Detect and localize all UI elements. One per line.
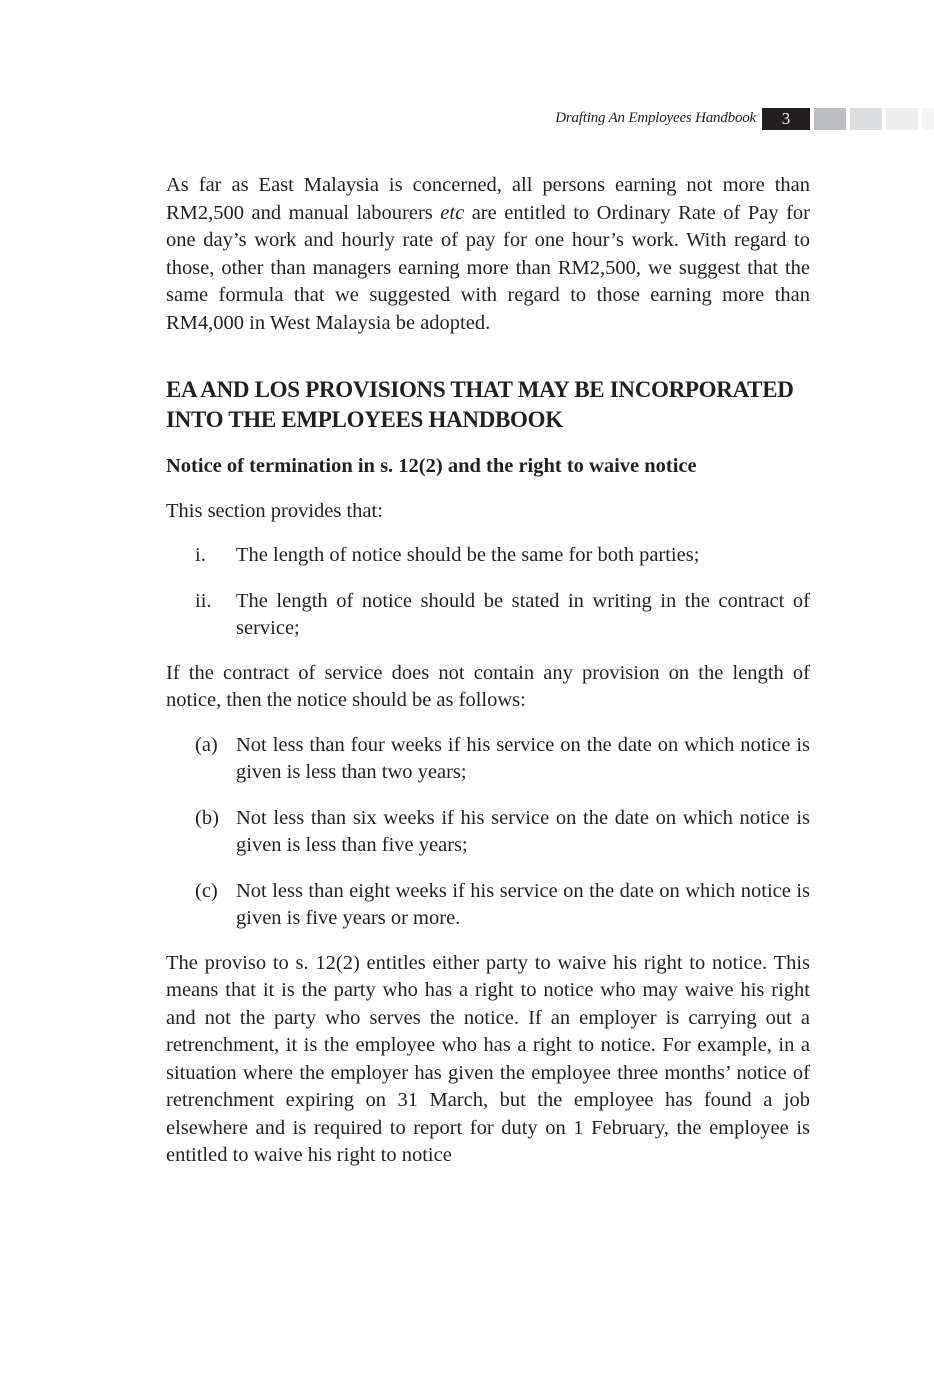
list-marker: (b): [195, 806, 219, 829]
paragraph-no-provision: If the contract of service does not contain any provision on the length of notice, then the notice should be as follows:: [166, 661, 810, 711]
list-marker: ii.: [195, 589, 212, 612]
subsection-heading: Notice of termination in s. 12(2) and the right to waive notice: [166, 455, 697, 477]
paragraph-text: As far as East Malaysia is concerned, all persons earning not more than RM2,500 and manual labourers: [166, 174, 810, 224]
list-item: [166, 805, 810, 860]
roman-list: [166, 542, 810, 643]
list-marker: (c): [195, 879, 218, 902]
list-item-text: Not less than eight weeks if his service on the date on which notice is given is five years or more.: [236, 879, 810, 929]
list-item-text: The length of notice should be stated in writing in the contract of service;: [236, 589, 810, 639]
alpha-list: [166, 732, 810, 933]
list-item-text: Not less than six weeks if his service on the date on which notice is given is less than five years;: [236, 806, 810, 856]
paragraph-proviso: The proviso to s. 12(2) entitles either party to waive his right to notice. This means that it is the party who has a right to notice who may waive his right and not the party who serves the notice. If an employer is carrying out a retrenchment, it is the employee who has a right to notice. For example, in a situation where the employer has given the employee three months’ notice of retrenchment expiring on 31 March, but the employee has found a job elsewhere and is required to report for duty on 1 February, the employee is entitled to waive his right to notice: [166, 951, 810, 1166]
paragraph-east-malaysia: [166, 172, 810, 337]
page-number: 3: [762, 108, 810, 130]
running-header: [0, 108, 934, 132]
list-marker: i.: [195, 544, 206, 566]
header-decoration-block: [850, 108, 882, 130]
paragraph-text: are entitled to Ordinary Rate of Pay for one day’s work and hourly rate of pay for one hour’s work. With regard to those, other than managers earning more than RM2,500, we suggest that the same formula that we suggested with regard to those earning more than RM4,000 in West Malaysia be adopted.: [166, 201, 810, 334]
list-item: [166, 542, 810, 570]
italic-term: etc: [440, 201, 465, 224]
list-item-text: The length of notice should be the same for both parties;: [236, 544, 700, 566]
paragraph-section-intro: This section provides that:: [166, 499, 383, 522]
list-item-text: Not less than four weeks if his service on the date on which notice is given is less than two years;: [236, 733, 810, 783]
header-decoration-block: [814, 108, 846, 130]
header-decoration-block: [922, 108, 934, 130]
list-item: [166, 878, 810, 933]
section-heading: EA AND LOS PROVISIONS THAT MAY BE INCORPORATED INTO THE EMPLOYEES HANDBOOK: [166, 377, 794, 432]
running-title: Drafting An Employees Handbook: [555, 110, 756, 126]
list-marker: (a): [195, 733, 218, 756]
page-body: [166, 172, 810, 1170]
list-item: [166, 732, 810, 787]
list-item: [166, 588, 810, 643]
header-decoration-block: [886, 108, 918, 130]
